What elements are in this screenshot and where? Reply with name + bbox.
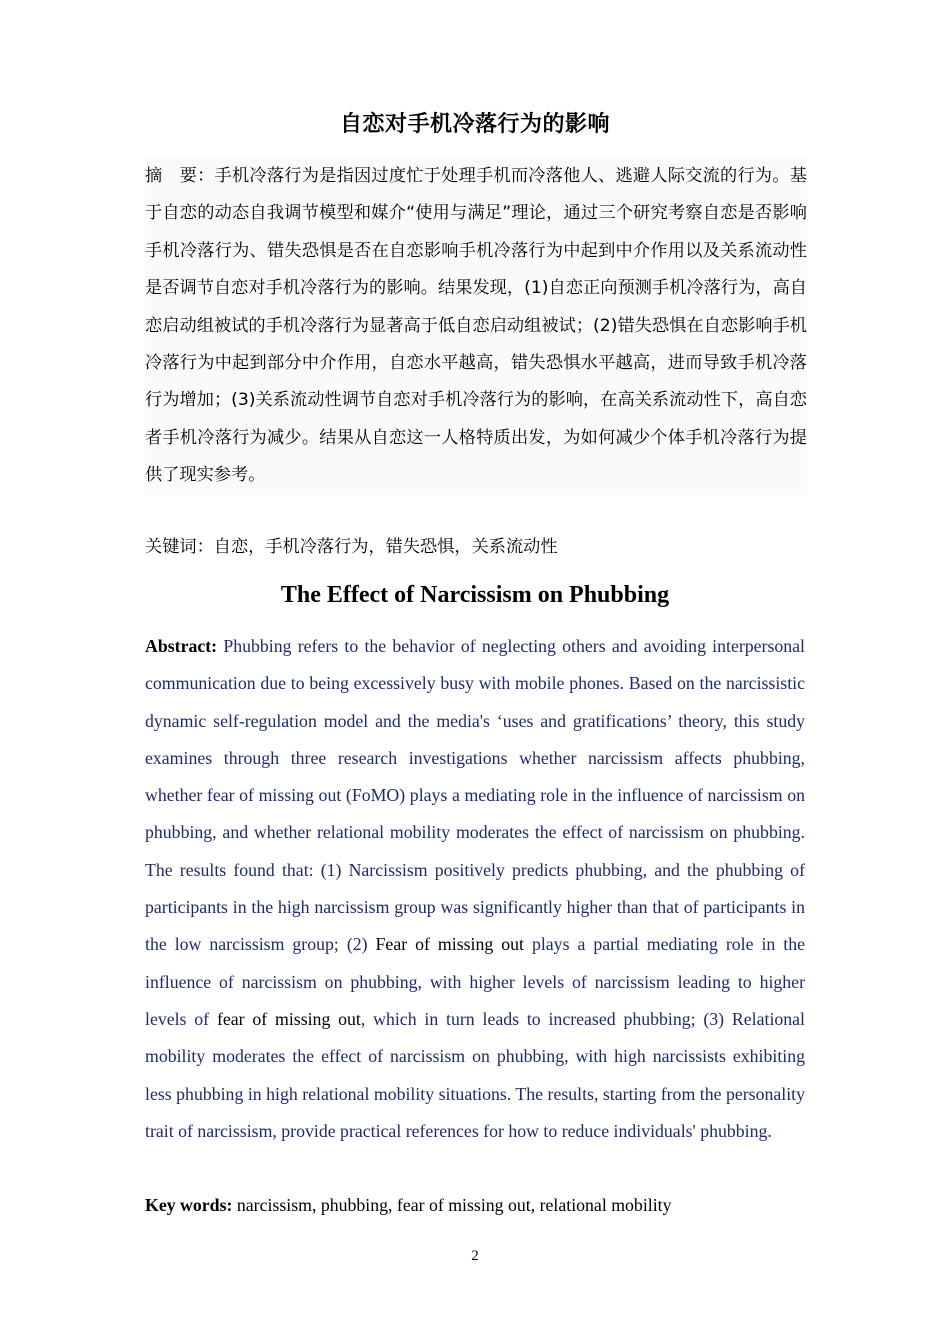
chinese-abstract (145, 158, 807, 495)
english-title: The Effect of Narcissism on Phubbing (280, 582, 670, 608)
english-abstract-part-2: plays a partial mediating role in the influence of narcissism on phubbing, with higher levels of narcissism leading to higher levels of (145, 934, 805, 1029)
english-abstract (145, 628, 805, 1150)
chinese-keywords-label: 关键词： (145, 537, 214, 557)
english-abstract-phrase-1: Fear of missing out (375, 934, 524, 955)
english-abstract-part-1: Phubbing refers to the behavior of neglecting others and avoiding interpersonal communication due to being excessively busy with mobile phones. Based on the narcissistic dynamic self-regulation model and the media's ‘uses and gratifications’ theory, this study examines through three research investigations whether narcissism affects phubbing, whether fear of missing out (FoMO) plays a mediating role in the influence of narcissism on phubbing, and whether relational mobility moderates the effect of narcissism on phubbing. The results found that: (1) Narcissism positively predicts phubbing, and the phubbing of participants in the high narcissism group was significantly higher than that of participants in the low narcissism group; (2) (145, 636, 806, 955)
english-keywords-text: narcissism, phubbing, fear of missing out, relational mobility (236, 1195, 672, 1215)
page-number: 2 (471, 1248, 479, 1264)
chinese-keywords-text: 自恋，手机冷落行为，错失恐惧，关系流动性 (213, 537, 558, 557)
chinese-keywords (145, 531, 807, 563)
english-abstract-phrase-2: fear of missing out (216, 1008, 361, 1029)
chinese-abstract-text: 手机冷落行为是指因过度忙于处理手机而冷落他人、逃避人际交流的行为。基于自恋的动态自我调节模型和媒介“使用与满足”理论，通过三个研究考察自恋是否影响手机冷落行为、错失恐惧是否在自恋影响手机冷落行为中起到中介作用以及关系流动性是否调节自恋对手机冷落行为的影响。结果发现，(1)自恋正向预测手机冷落行为，高自恋启动组被试的手机冷落行为显著高于低自恋启动组被试；(2)错失恐惧在自恋影响手机冷落行为中起到部分中介作用，自恋水平越高，错失恐惧水平越高，进而导致手机冷落行为增加；(3)关系流动性调节自恋对手机冷落行为的影响，在高关系流动性下，高自恋者手机冷落行为减少。结果从自恋这一人格特质出发，为如何减少个体手机冷落行为提供了现实参考。 (145, 166, 807, 486)
english-abstract-label: Abstract: (145, 636, 218, 656)
english-keywords (145, 1189, 805, 1221)
english-abstract-part-3: , which in turn leads to increased phubbing; (3) Relational mobility moderates the effect of narcissism on phubbing, with high narcissists exhibiting less phubbing in high relational mobility situations. The results, starting from the personality trait of narcissism, provide practical references for how to reduce individuals' phubbing. (145, 1008, 805, 1141)
chinese-abstract-label-first: 摘 (145, 166, 163, 186)
english-keywords-label: Key words: (145, 1195, 233, 1215)
chinese-abstract-label-second: 要： (179, 166, 215, 186)
chinese-title: 自恋对手机冷落行为的影响 (339, 112, 610, 137)
